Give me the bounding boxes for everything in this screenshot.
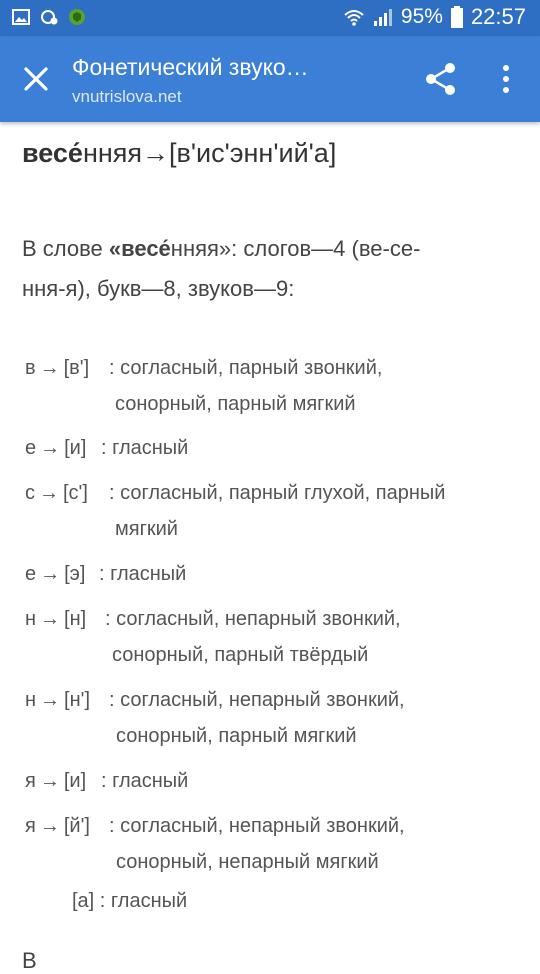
intro-word-rest: нняя» (170, 236, 232, 261)
row-sound: [а] (72, 890, 95, 912)
wifi-icon (343, 7, 365, 27)
row-letter: н (25, 689, 37, 711)
row-sound: [с'] (63, 482, 88, 504)
row-sound: [и] (63, 770, 87, 792)
intro-paragraph (22, 229, 492, 309)
row-sound: [э] (64, 563, 86, 585)
row-desc-line1: : согласный, непарный звонкий, (109, 689, 405, 711)
heading-word-rest: нняя→[в'ис'энн'ий'а] (82, 138, 337, 168)
article-content (0, 122, 540, 973)
intro-line1-rest: : слогов—4 (ве-се- (231, 236, 421, 261)
list-item (25, 475, 446, 540)
intro-word-stressed: «весе́ (108, 236, 171, 261)
list-item (25, 682, 405, 747)
page-url: vnutrislova.net (72, 87, 182, 106)
clock: 22:57 (470, 4, 526, 29)
row-sound: [н'] (64, 689, 91, 711)
row-desc-line1: : гласный (94, 890, 188, 912)
arrow-icon: → (39, 770, 60, 792)
sync-icon (40, 8, 58, 26)
list-item (72, 883, 187, 919)
list-item (25, 350, 383, 415)
arrow-icon: → (39, 815, 60, 837)
arrow-icon: → (39, 482, 59, 504)
arrow-icon: → (40, 689, 61, 711)
row-letter: н (25, 608, 37, 630)
list-item (25, 556, 187, 592)
more-vert-icon[interactable] (494, 60, 518, 98)
row-letter: в (25, 357, 36, 379)
row-letter: е (25, 563, 37, 585)
row-desc-line1: : согласный, парный звонкий, (109, 357, 383, 379)
row-letter: я (25, 770, 36, 792)
arrow-icon: → (39, 357, 60, 379)
row-desc-line2: мягкий (115, 518, 178, 540)
row-sound: [в'] (63, 357, 90, 379)
list-item (25, 601, 401, 666)
arrow-icon: → (40, 563, 61, 585)
close-icon[interactable] (18, 61, 54, 97)
row-desc-line1: : гласный (99, 563, 187, 585)
row-sound: [и] (64, 437, 87, 459)
page-title-block (72, 52, 402, 107)
list-item (25, 808, 405, 873)
row-desc-line1: : согласный, непарный звонкий, (109, 815, 405, 837)
row-letter: с (25, 482, 35, 504)
row-letter: я (25, 815, 36, 837)
list-item (25, 763, 189, 799)
list-item (25, 430, 189, 466)
row-desc-line1: : согласный, парный глухой, парный (109, 482, 446, 504)
row-sound: [й'] (63, 815, 90, 837)
share-icon[interactable] (422, 60, 460, 98)
next-paragraph-fragment: В (22, 948, 37, 973)
row-desc-line2: сонорный, парный мягкий (115, 393, 356, 415)
page-title: Фонетический звуко… (72, 54, 309, 80)
row-desc-line2: сонорный, парный мягкий (116, 725, 357, 747)
battery-percent: 95% (400, 5, 443, 28)
row-letter: е (25, 437, 37, 459)
heading-word-stressed: весе́ (22, 138, 83, 168)
app-bar (0, 36, 540, 122)
image-icon (12, 8, 30, 26)
row-desc-line1: : гласный (101, 437, 189, 459)
battery-icon (451, 6, 463, 28)
status-bar (0, 0, 540, 36)
arrow-icon: → (40, 608, 61, 630)
row-desc-line2: сонорный, парный твёрдый (112, 644, 369, 666)
intro-prefix: В слове (22, 236, 109, 261)
row-desc-line1: : согласный, непарный звонкий, (105, 608, 401, 630)
row-desc-line1: : гласный (101, 770, 189, 792)
transcription-heading (22, 138, 336, 169)
game-icon (68, 8, 86, 26)
arrow-icon: → (40, 437, 61, 459)
signal-icon (373, 7, 393, 27)
row-sound: [н] (64, 608, 87, 630)
row-desc-line2: сонорный, непарный мягкий (116, 851, 379, 873)
intro-line2: ння-я), букв—8, звуков—9: (22, 276, 295, 301)
